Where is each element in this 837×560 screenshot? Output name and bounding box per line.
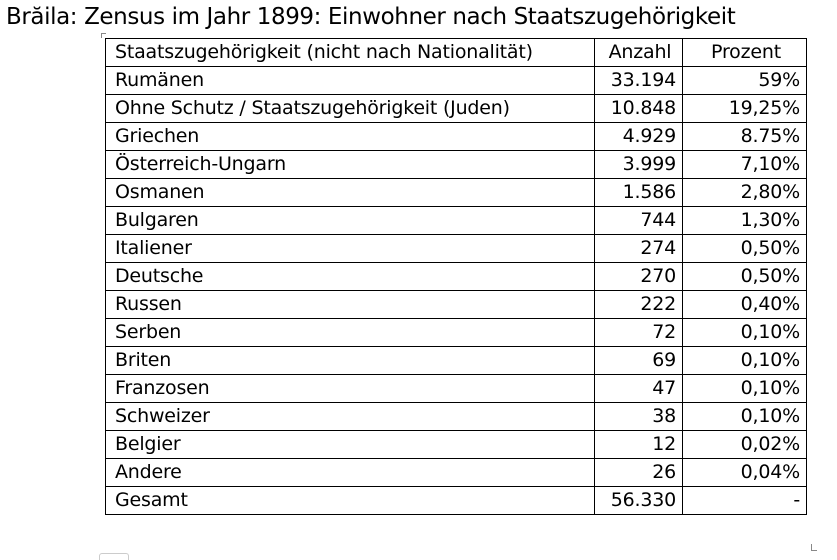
cell-count: 12 — [595, 431, 683, 459]
cell-count: 33.194 — [595, 67, 683, 95]
cell-count: 744 — [595, 207, 683, 235]
cell-name: Belgier — [106, 431, 595, 459]
cell-percent: 0,04% — [683, 459, 807, 487]
cell-name: Andere — [106, 459, 595, 487]
table-row — [106, 67, 807, 95]
table-row — [106, 375, 807, 403]
cell-count: 270 — [595, 263, 683, 291]
cell-percent: 0,10% — [683, 347, 807, 375]
cell-count: 3.999 — [595, 151, 683, 179]
table-total-row — [106, 487, 807, 515]
cell-name: Schweizer — [106, 403, 595, 431]
cell-name: Italiener — [106, 235, 595, 263]
cell-count: 38 — [595, 403, 683, 431]
total-count: 56.330 — [595, 487, 683, 515]
cell-name: Briten — [106, 347, 595, 375]
cell-count: 4.929 — [595, 123, 683, 151]
cell-name: Deutsche — [106, 263, 595, 291]
table-row — [106, 207, 807, 235]
cell-percent: 0,50% — [683, 263, 807, 291]
cell-name: Rumänen — [106, 67, 595, 95]
table-row — [106, 347, 807, 375]
table-row — [106, 263, 807, 291]
table-row — [106, 291, 807, 319]
table-header-row — [106, 39, 807, 67]
cell-percent: 59% — [683, 67, 807, 95]
cell-count: 26 — [595, 459, 683, 487]
table-row — [106, 431, 807, 459]
table-row — [106, 123, 807, 151]
table-row — [106, 95, 807, 123]
cell-percent: 0,10% — [683, 319, 807, 347]
cell-count: 47 — [595, 375, 683, 403]
cell-name: Russen — [106, 291, 595, 319]
column-header-count: Anzahl — [595, 39, 683, 67]
cell-count: 222 — [595, 291, 683, 319]
table-row — [106, 459, 807, 487]
cell-count: 274 — [595, 235, 683, 263]
cell-percent: 0,02% — [683, 431, 807, 459]
cell-percent: 8.75% — [683, 123, 807, 151]
column-header-nationality: Staatszugehörigkeit (nicht nach Nationalität) — [106, 39, 595, 67]
cell-count: 72 — [595, 319, 683, 347]
cell-count: 1.586 — [595, 179, 683, 207]
table-row — [106, 235, 807, 263]
cell-percent: 0,40% — [683, 291, 807, 319]
table-row — [106, 403, 807, 431]
cell-name: Griechen — [106, 123, 595, 151]
total-percent: - — [683, 487, 807, 515]
cell-name: Osmanen — [106, 179, 595, 207]
cell-name: Ohne Schutz / Staatszugehörigkeit (Juden) — [106, 95, 595, 123]
cell-percent: 19,25% — [683, 95, 807, 123]
census-table — [105, 38, 807, 515]
cell-percent: 2,80% — [683, 179, 807, 207]
cell-count: 10.848 — [595, 95, 683, 123]
cell-name: Serben — [106, 319, 595, 347]
cell-name: Österreich-Ungarn — [106, 151, 595, 179]
cell-name: Franzosen — [106, 375, 595, 403]
total-label: Gesamt — [106, 487, 595, 515]
cell-count: 69 — [595, 347, 683, 375]
cell-name: Bulgaren — [106, 207, 595, 235]
column-header-percent: Prozent — [683, 39, 807, 67]
cell-percent: 7,10% — [683, 151, 807, 179]
selection-corner-marker — [811, 544, 817, 551]
table-row — [106, 151, 807, 179]
table-row — [106, 319, 807, 347]
cell-percent: 0,10% — [683, 375, 807, 403]
page-title: Brăila: Zensus im Jahr 1899: Einwohner nach Staatszugehörigkeit — [6, 4, 736, 30]
cell-percent: 1,30% — [683, 207, 807, 235]
table-row — [106, 179, 807, 207]
cell-percent: 0,50% — [683, 235, 807, 263]
table-body — [106, 67, 807, 515]
cell-percent: 0,10% — [683, 403, 807, 431]
